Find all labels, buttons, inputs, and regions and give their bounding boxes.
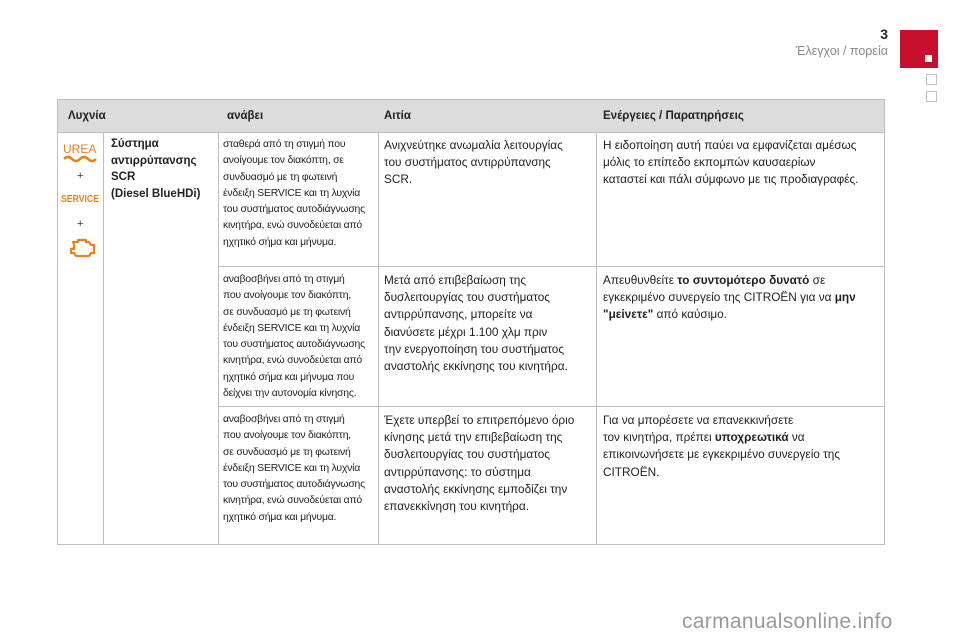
text-line: του συστήματος αυτοδιάγνωσης: [223, 339, 365, 351]
text-line: κινητήρα, ενώ συνοδεύεται από: [223, 495, 362, 507]
text-span: Απευθυνθείτε: [603, 273, 678, 287]
text-line: καταστεί και πάλι σύμφωνο με τις προδιαγραφές.: [603, 172, 859, 187]
row1-cause: [384, 137, 594, 189]
chapter-tab-box-2: [926, 91, 937, 102]
text-line: ηχητικό σήμα και μήνυμα που: [223, 371, 355, 383]
service-icon-text: SERVICE: [61, 194, 100, 205]
plus-sign: +: [77, 218, 84, 230]
text-line: σε συνδυασμό με τη φωτεινή: [223, 446, 351, 458]
system-label-line: Σύστημα: [111, 138, 159, 150]
text-line: ηχητικό σήμα και μήνυμα.: [223, 236, 337, 248]
urea-icon: [63, 141, 97, 165]
emphasis: υποχρεωτικά: [714, 430, 789, 445]
row1-action: [603, 137, 883, 189]
text-line: μόλις το επίπεδο εκπομπών καυσαερίων: [603, 155, 816, 170]
text-line: την ενεργοποίηση του συστήματος: [384, 341, 565, 356]
text-line: ανοίγουμε τον διακόπτη, σε: [223, 155, 344, 167]
text-line: [603, 429, 883, 446]
chapter-tab-box-1: [926, 74, 937, 85]
row3-action: [603, 412, 883, 481]
plus-sign: +: [77, 170, 84, 182]
text-line: ένδειξη SERVICE και τη λυχνία: [223, 322, 361, 334]
lamp-icons: [58, 133, 104, 545]
text-line: διανύσετε μέχρι 1.100 χλμ πριν: [384, 324, 548, 339]
text-line: επικοινωνήσετε με εγκεκριμένο συνεργείο της: [603, 447, 841, 462]
warning-lamp-table: [57, 99, 885, 545]
row2-action: [603, 272, 883, 324]
header-cause: Αιτία: [384, 110, 411, 122]
chapter-tab-marker: [900, 30, 938, 68]
text-line: συνδυασμό με τη φωτεινή: [223, 171, 338, 183]
text-line: σταθερά από τη στιγμή που: [223, 139, 346, 150]
text-line: του συστήματος αυτοδιάγνωσης: [223, 204, 365, 216]
system-label-line: αντιρρύπανσης: [111, 154, 197, 167]
text-line: SCR.: [384, 172, 413, 187]
row2-condition: [223, 272, 375, 402]
system-label: [111, 136, 215, 202]
divider: [596, 133, 597, 545]
text-line: που ανοίγουμε τον διακόπτη,: [223, 430, 351, 442]
text-line: επανεκκίνηση του κινητήρα.: [384, 499, 529, 514]
text-span: σε: [809, 273, 826, 287]
text-line: δυσλειτουργίας του συστήματος: [384, 447, 550, 462]
tab-square-icon: [925, 55, 932, 62]
engine-icon: [68, 237, 96, 259]
text-line: δείχνει την αυτονομία κίνησης.: [223, 388, 357, 400]
text-line: του συστήματος αυτοδιάγνωσης: [223, 479, 365, 491]
text-line: αναστολής εκκίνησης εμποδίζει την: [384, 481, 568, 496]
header-lamp: Λυχνία: [68, 110, 106, 122]
urea-icon-text: UREA: [63, 142, 97, 156]
text-line: αναβοσβήνει από τη στιγμή: [223, 414, 345, 425]
text-line: δυσλειτουργίας του συστήματος: [384, 290, 550, 305]
text-line: αντιρρύπανσης, μπορείτε να: [384, 307, 533, 322]
section-title: Έλεγχοι / πορεία: [795, 44, 888, 58]
text-line: [603, 306, 883, 323]
system-label-line: SCR: [111, 171, 136, 183]
text-line: [603, 272, 883, 289]
text-line: Μετά από επιβεβαίωση της: [384, 273, 527, 287]
text-line: ηχητικό σήμα και μήνυμα.: [223, 511, 337, 523]
table-header-row: [58, 100, 884, 133]
emphasis: μην: [834, 290, 856, 305]
text-span: τον κινητήρα, πρέπει: [603, 430, 715, 445]
divider: [218, 133, 219, 545]
row-divider: [218, 406, 884, 407]
text-line: κινητήρα, ενώ συνοδεύεται από: [223, 355, 362, 367]
text-line: Για να μπορέσετε να επανεκκινήσετε: [603, 413, 794, 427]
text-span: εγκεκριμένο συνεργείο της CITROËN για να: [603, 290, 835, 305]
text-line: που ανοίγουμε τον διακόπτη,: [223, 290, 351, 302]
header-lit: ανάβει: [227, 110, 264, 122]
text-line: κινητήρα, ενώ συνοδεύεται από: [223, 220, 362, 232]
divider: [378, 133, 379, 545]
text-line: Έχετε υπερβεί το επιτρεπόμενο όριο: [384, 413, 575, 427]
emphasis: "μείνετε": [603, 307, 654, 322]
watermark: carmanualsonline.info: [682, 610, 893, 633]
text-line: CITROËN.: [603, 464, 660, 479]
row-divider: [218, 266, 884, 267]
text-line: κίνησης μετά την επιβεβαίωση της: [384, 430, 563, 445]
row2-cause: [384, 272, 594, 375]
text-line: ένδειξη SERVICE και τη λυχνία: [223, 187, 361, 199]
text-line: Ανιχνεύτηκε ανωμαλία λειτουργίας: [384, 138, 563, 152]
text-line: αναστολής εκκίνησης του κινητήρα.: [384, 359, 568, 374]
text-line: Η ειδοποίηση αυτή παύει να εμφανίζεται αμέσως: [603, 138, 857, 152]
header-actions: Ενέργειες / Παρατηρήσεις: [603, 110, 744, 122]
text-span: από καύσιμο.: [653, 307, 727, 322]
text-line: [603, 289, 883, 306]
text-line: σε συνδυασμό με τη φωτεινή: [223, 306, 351, 318]
text-line: του συστήματος αντιρρύπανσης: [384, 155, 551, 170]
emphasis: το συντομότερο δυνατό: [677, 273, 810, 287]
text-span: να: [788, 430, 805, 445]
service-icon: [61, 191, 101, 205]
row3-condition: [223, 412, 375, 526]
row1-condition: [223, 137, 375, 251]
page-number: 3: [880, 26, 888, 42]
text-line: αντιρρύπανσης: το σύστημα: [384, 464, 531, 479]
system-label-line: (Diesel BlueHDi): [111, 187, 201, 200]
text-line: αναβοσβήνει από τη στιγμή: [223, 274, 345, 285]
row3-cause: [384, 412, 594, 515]
text-line: ένδειξη SERVICE και τη λυχνία: [223, 462, 361, 474]
